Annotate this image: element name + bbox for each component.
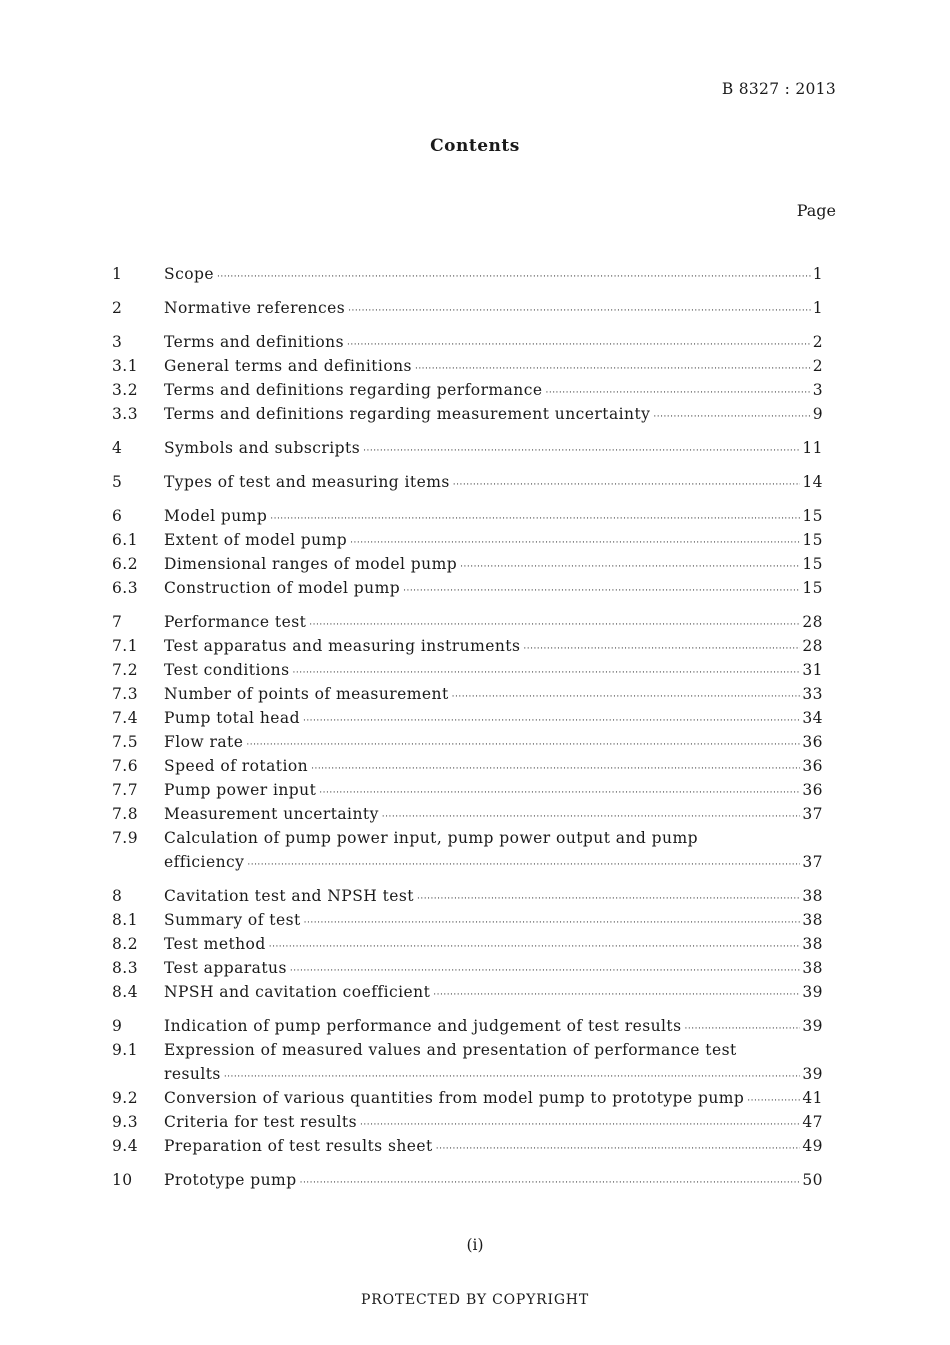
toc-entry-title: Scope <box>164 265 214 283</box>
toc-entry-number-blank <box>0 1062 164 1086</box>
toc-entry[interactable] <box>0 754 950 778</box>
toc-entry[interactable] <box>0 504 950 528</box>
toc-leader-dots <box>436 1137 801 1161</box>
toc-entry[interactable] <box>0 330 950 354</box>
toc-entry-number: 10 <box>112 1171 133 1189</box>
toc-entry-title: Expression of measured values and presentation of performance test <box>164 1041 737 1059</box>
toc-entry-body <box>164 932 823 956</box>
toc-entry-page: 38 <box>802 887 823 905</box>
toc-entry-page: 49 <box>802 1137 823 1155</box>
toc-entry-title: Test method <box>164 935 266 953</box>
toc-entry-page: 15 <box>802 579 823 597</box>
toc-entry-page: 37 <box>802 805 823 823</box>
toc-section <box>0 1168 950 1192</box>
toc-entry-title: Dimensional ranges of model pump <box>164 555 458 573</box>
toc-entry-body <box>164 980 823 1004</box>
toc-entry-page: 39 <box>802 983 823 1001</box>
toc-entry-number: 7.6 <box>112 757 139 775</box>
toc-entry-title: Construction of model pump <box>164 579 401 597</box>
toc-entry-number: 6.2 <box>112 555 139 573</box>
toc-entry-title: Extent of model pump <box>164 531 348 549</box>
toc-entry-number: 7.5 <box>112 733 139 751</box>
toc-entry-page: 33 <box>802 685 823 703</box>
toc-entry-title: Performance test <box>164 613 307 631</box>
toc-entry-body <box>164 436 823 460</box>
toc-entry-page: 3 <box>812 381 823 399</box>
toc-entry-title: Pump power input <box>164 781 317 799</box>
toc-entry-page: 34 <box>802 709 823 727</box>
toc-entry-body <box>164 1134 823 1158</box>
toc-entry-body <box>164 296 823 320</box>
toc-leader-dots <box>300 1171 801 1195</box>
toc-entry[interactable] <box>0 528 950 552</box>
toc-entry[interactable] <box>0 884 950 908</box>
toc-entry-title: Model pump <box>164 507 268 525</box>
toc-leader-dots <box>217 265 811 289</box>
toc-entry[interactable] <box>0 262 950 286</box>
toc-section <box>0 436 950 460</box>
toc-leader-dots <box>453 473 801 497</box>
page-number: (i) <box>466 1236 484 1254</box>
toc-entry-body <box>164 956 823 980</box>
toc-entry-page: 28 <box>802 613 823 631</box>
toc-entry-number: 7.2 <box>112 661 139 679</box>
toc-entry[interactable] <box>0 610 950 634</box>
toc-entry-title: Test apparatus <box>164 959 287 977</box>
toc-entry-body <box>164 402 823 426</box>
toc-entry-page: 39 <box>802 1017 823 1035</box>
toc-entry-page: 15 <box>802 555 823 573</box>
toc-entry-number: 7.8 <box>112 805 139 823</box>
toc-entry-body <box>164 754 823 778</box>
toc-entry-body <box>164 1038 823 1062</box>
toc-entry-page: 15 <box>802 507 823 525</box>
toc-entry-page: 36 <box>802 733 823 751</box>
toc-entry[interactable] <box>0 658 950 682</box>
toc-entry-title: General terms and definitions <box>164 357 412 375</box>
toc-entry-page: 2 <box>812 357 823 375</box>
toc-entry-body <box>164 504 823 528</box>
toc-entry-number: 7.1 <box>112 637 139 655</box>
toc-entry-title: Terms and definitions <box>164 333 345 351</box>
toc-leader-dots <box>433 983 800 1007</box>
toc-entry[interactable] <box>0 354 950 378</box>
toc-entry-number: 8.2 <box>112 935 139 953</box>
toc-entry-number: 4 <box>112 439 123 457</box>
toc-entry-body <box>164 1014 823 1038</box>
toc-entry[interactable] <box>0 402 950 426</box>
toc-entry-body <box>164 802 823 826</box>
toc-entry-body <box>164 470 823 494</box>
toc-entry-title: Calculation of pump power input, pump power output and pump <box>164 829 698 847</box>
document-id: B 8327 : 2013 <box>721 80 836 98</box>
toc-leader-dots <box>363 439 800 463</box>
toc-entry-number: 3.3 <box>112 405 139 423</box>
toc-entry-body <box>164 1086 823 1110</box>
page-title: Contents <box>430 136 520 156</box>
toc-entry-title: Terms and definitions regarding measurement uncertainty <box>164 405 651 423</box>
toc-leader-dots <box>653 405 810 429</box>
toc-section <box>0 884 950 1004</box>
toc-entry-title-continued: efficiency <box>164 853 245 871</box>
toc-entry-number: 6.1 <box>112 531 139 549</box>
toc-entry-body <box>164 1110 823 1134</box>
toc-entry[interactable] <box>0 908 950 932</box>
toc-section <box>0 330 950 426</box>
toc-entry-title: Conversion of various quantities from model pump to prototype pump <box>164 1089 745 1107</box>
toc-entry-page: 11 <box>802 439 823 457</box>
toc-entry-page: 38 <box>802 935 823 953</box>
toc-section <box>0 610 950 874</box>
toc-entry-page: 47 <box>802 1113 823 1131</box>
toc-entry[interactable] <box>0 932 950 956</box>
toc-entry[interactable] <box>0 576 950 600</box>
toc-entry-title: Test conditions <box>164 661 290 679</box>
toc-entry-title: Types of test and measuring items <box>164 473 450 491</box>
toc-entry-title-continued: results <box>164 1065 221 1083</box>
toc-entry-number: 6 <box>112 507 123 525</box>
toc-entry-page: 37 <box>802 853 823 871</box>
toc-entry-body <box>164 552 823 576</box>
toc-entry-title: Number of points of measurement <box>164 685 449 703</box>
toc-entry[interactable] <box>0 956 950 980</box>
toc-entry-number: 3.1 <box>112 357 139 375</box>
toc-entry-title: Terms and definitions regarding performance <box>164 381 543 399</box>
toc-entry-number: 9.2 <box>112 1089 139 1107</box>
toc-entry-page: 36 <box>802 757 823 775</box>
toc-entry[interactable] <box>0 378 950 402</box>
toc-entry-number: 7 <box>112 613 123 631</box>
toc-entry[interactable] <box>0 826 950 850</box>
toc-entry[interactable] <box>0 706 950 730</box>
toc-entry-title: Criteria for test results <box>164 1113 357 1131</box>
toc-entry-body <box>164 884 823 908</box>
toc-entry-number: 6.3 <box>112 579 139 597</box>
toc-entry-title: Symbols and subscripts <box>164 439 361 457</box>
toc-entry[interactable] <box>0 980 950 1004</box>
toc-entry-page: 50 <box>802 1171 823 1189</box>
toc-entry-number: 7.3 <box>112 685 139 703</box>
toc-entry[interactable] <box>0 1086 950 1110</box>
toc-section <box>0 504 950 600</box>
toc-entry-number: 8.4 <box>112 983 139 1001</box>
toc-entry[interactable] <box>0 1014 950 1038</box>
toc-entry-title: Measurement uncertainty <box>164 805 379 823</box>
toc-entry-continuation[interactable] <box>0 850 950 874</box>
toc-entry-number-blank <box>0 850 164 874</box>
toc-entry-number: 9.1 <box>112 1041 139 1059</box>
toc-entry-body <box>164 658 823 682</box>
toc-entry-number: 3.2 <box>112 381 139 399</box>
toc-entry-page: 14 <box>802 473 823 491</box>
toc-entry-page: 39 <box>802 1065 823 1083</box>
toc-entry-page: 38 <box>802 911 823 929</box>
toc-entry-title: Preparation of test results sheet <box>164 1137 433 1155</box>
toc-entry-number: 9.4 <box>112 1137 139 1155</box>
toc-entry[interactable] <box>0 296 950 320</box>
toc-entry-number: 9.3 <box>112 1113 139 1131</box>
toc-entry-body <box>164 262 823 286</box>
toc-entry[interactable] <box>0 682 950 706</box>
toc-entry-number: 1 <box>112 265 123 283</box>
toc-entry-page: 38 <box>802 959 823 977</box>
toc-entry-body <box>164 850 823 874</box>
toc-entry-number: 5 <box>112 473 123 491</box>
toc-entry[interactable] <box>0 634 950 658</box>
copyright-notice: PROTECTED BY COPYRIGHT <box>361 1292 589 1308</box>
toc-entry-title: Prototype pump <box>164 1171 297 1189</box>
toc-entry-title: Pump total head <box>164 709 300 727</box>
toc-entry-body <box>164 330 823 354</box>
toc-entry-body <box>164 1168 823 1192</box>
toc-entry-title: Flow rate <box>164 733 244 751</box>
toc-section <box>0 1014 950 1158</box>
toc-leader-dots <box>348 299 811 323</box>
toc-entry-page: 28 <box>802 637 823 655</box>
toc-entry-page: 41 <box>802 1089 823 1107</box>
toc-entry-body <box>164 682 823 706</box>
table-of-contents <box>0 262 950 1202</box>
toc-leader-dots <box>247 853 800 877</box>
toc-entry[interactable] <box>0 1168 950 1192</box>
toc-entry-number: 9 <box>112 1017 123 1035</box>
toc-entry-number: 7.7 <box>112 781 139 799</box>
toc-entry-title: Summary of test <box>164 911 301 929</box>
toc-entry-body <box>164 826 823 850</box>
toc-entry-body <box>164 378 823 402</box>
toc-entry-number: 7.4 <box>112 709 139 727</box>
toc-entry-title: Test apparatus and measuring instruments <box>164 637 521 655</box>
toc-entry[interactable] <box>0 436 950 460</box>
toc-entry[interactable] <box>0 1134 950 1158</box>
toc-entry-body <box>164 576 823 600</box>
toc-entry[interactable] <box>0 778 950 802</box>
toc-entry-body <box>164 634 823 658</box>
toc-entry-title: Indication of pump performance and judgement of test results <box>164 1017 682 1035</box>
toc-entry[interactable] <box>0 802 950 826</box>
toc-entry-title: NPSH and cavitation coefficient <box>164 983 431 1001</box>
toc-section <box>0 262 950 286</box>
toc-entry-title: Cavitation test and NPSH test <box>164 887 414 905</box>
toc-entry-number: 7.9 <box>112 829 139 847</box>
toc-entry-page: 1 <box>812 265 823 283</box>
toc-entry-continuation[interactable] <box>0 1062 950 1086</box>
toc-entry[interactable] <box>0 552 950 576</box>
toc-leader-dots <box>403 579 800 603</box>
toc-entry-body <box>164 730 823 754</box>
toc-entry-title: Normative references <box>164 299 346 317</box>
toc-entry-body <box>164 778 823 802</box>
toc-entry-body <box>164 528 823 552</box>
page-column-label: Page <box>796 201 836 220</box>
toc-entry[interactable] <box>0 1038 950 1062</box>
toc-entry-body <box>164 908 823 932</box>
toc-entry-number: 8.1 <box>112 911 139 929</box>
toc-entry-body <box>164 354 823 378</box>
toc-entry-page: 2 <box>812 333 823 351</box>
toc-entry-page: 15 <box>802 531 823 549</box>
toc-entry-page: 1 <box>812 299 823 317</box>
toc-section <box>0 470 950 494</box>
toc-entry[interactable] <box>0 1110 950 1134</box>
toc-entry-title: Speed of rotation <box>164 757 309 775</box>
toc-entry-number: 3 <box>112 333 123 351</box>
toc-entry-page: 9 <box>812 405 823 423</box>
toc-entry-number: 2 <box>112 299 123 317</box>
toc-entry[interactable] <box>0 470 950 494</box>
toc-entry-page: 36 <box>802 781 823 799</box>
toc-entry-body <box>164 610 823 634</box>
toc-entry-number: 8 <box>112 887 123 905</box>
toc-entry-body <box>164 706 823 730</box>
toc-entry-number: 8.3 <box>112 959 139 977</box>
toc-entry[interactable] <box>0 730 950 754</box>
toc-entry-body <box>164 1062 823 1086</box>
toc-section <box>0 296 950 320</box>
toc-entry-page: 31 <box>802 661 823 679</box>
